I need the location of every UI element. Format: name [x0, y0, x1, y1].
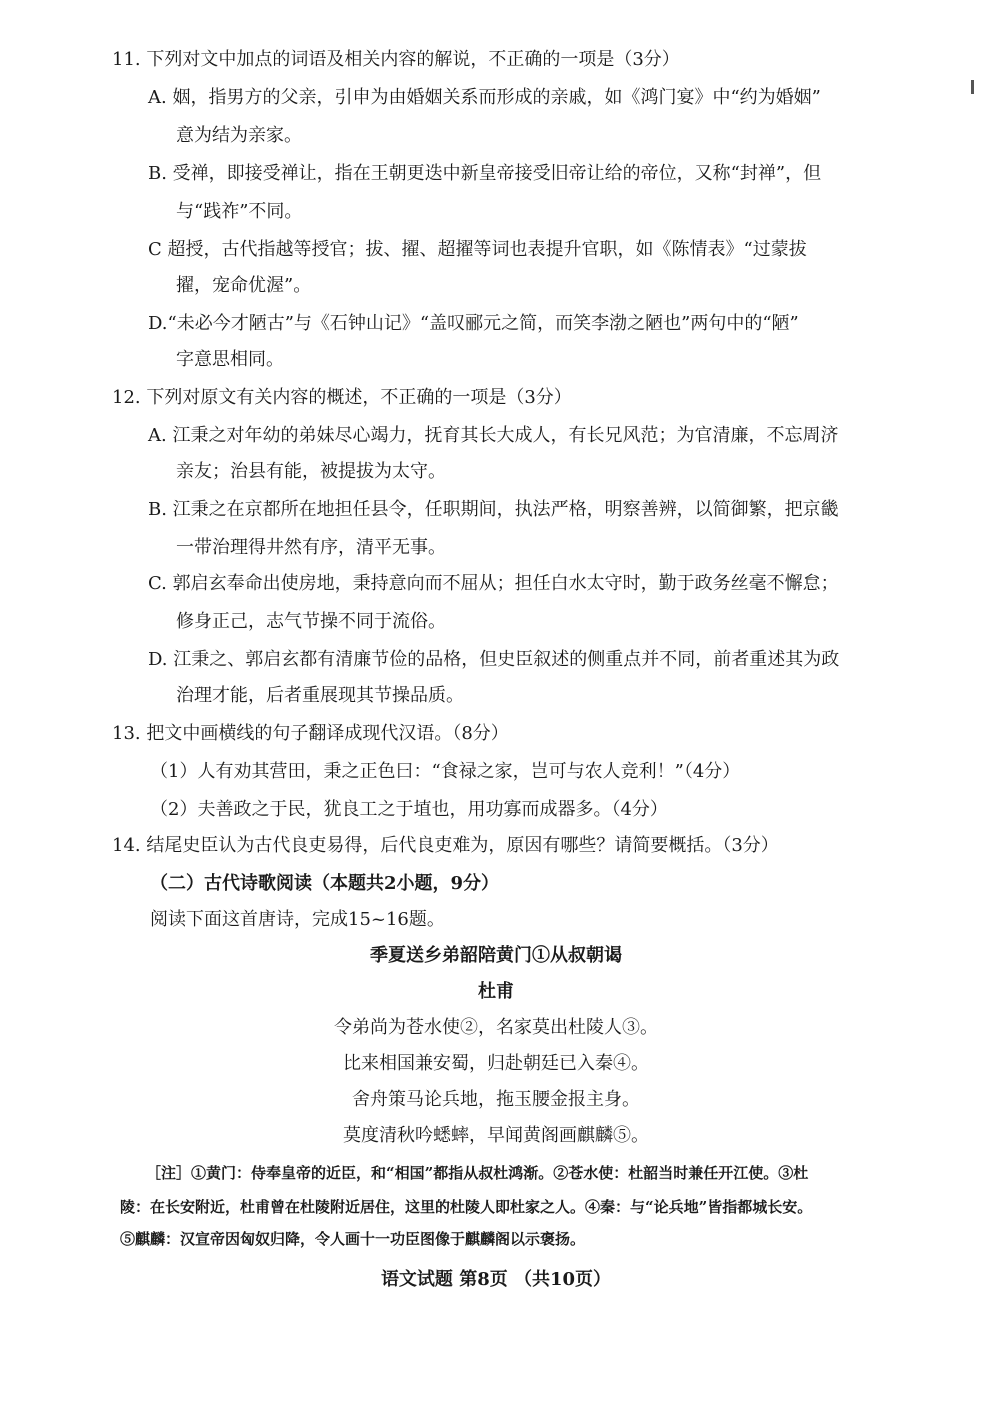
poem-title: 季夏送乡弟韶陪黄门①从叔朝谒	[370, 945, 622, 966]
q11-option-b: B. 受禅，即接受禅让，指在王朝更迭中新皇帝接受旧帝让给的帝位，又称“封禅”，但	[148, 163, 822, 184]
poem-note-line: 陵：在长安附近，杜甫曾在杜陵附近居住，这里的杜陵人即杜家之人。④秦：与“论兵地”皆指都城长安。	[120, 1198, 813, 1216]
q12-option-b: B. 江秉之在京都所在地担任县令，任职期间，执法严格，明察善辨，以简御繁，把京畿	[148, 499, 839, 520]
q11-option-c: C 超授，古代指越等授官；拔、擢、超擢等词也表提升官职，如《陈情表》“过蒙拔	[148, 239, 807, 260]
poem-line: 令弟尚为苍水使②，名家莫出杜陵人③。	[334, 1017, 658, 1038]
q14-stem: 14. 结尾史臣认为古代良吏易得，后代良吏难为，原因有哪些？请简要概括。（3分）	[112, 835, 779, 856]
poem-line: 舍舟策马论兵地，拖玉腰金报主身。	[352, 1089, 640, 1110]
section-heading: （二）古代诗歌阅读（本题共2小题，9分）	[150, 873, 500, 894]
poem-note-line: ⑤麒麟：汉宣帝因匈奴归降，令人画十一功臣图像于麒麟阁以示褒扬。	[120, 1230, 586, 1248]
q11-option-d-cont: 字意思相同。	[176, 349, 284, 370]
q12-option-a: A. 江秉之对年幼的弟妹尽心竭力，抚育其长大成人，有长兄风范；为官清廉，不忘周济	[148, 425, 839, 446]
q11-stem: 11. 下列对文中加点的词语及相关内容的解说，不正确的一项是（3分）	[112, 49, 680, 70]
q12-option-b-cont: 一带治理得井然有序，清平无事。	[176, 537, 446, 558]
scan-edge-mark	[971, 80, 974, 94]
q11-option-a-cont: 意为结为亲家。	[176, 125, 302, 146]
page-footer: 语文试题 第8页 （共10页）	[380, 1269, 612, 1290]
q13-sentence-1: （1）人有劝其营田，秉之正色曰：“食禄之家，岂可与农人竞利！”（4分）	[150, 761, 741, 782]
q13-sentence-2: （2）夫善政之于民，犹良工之于埴也，用功寡而成器多。（4分）	[150, 799, 668, 820]
poem-note-line: ［注］①黄门：侍奉皇帝的近臣，和“相国”都指从叔杜鸿渐。②苍水使：杜韶当时兼任开江使。③杜	[146, 1164, 809, 1182]
q11-option-a: A. 姻，指男方的父亲，引申为由婚姻关系而形成的亲戚，如《鸿门宴》中“约为婚姻”	[148, 87, 821, 108]
q12-option-d: D. 江秉之、郭启玄都有清廉节俭的品格，但史臣叙述的侧重点并不同，前者重述其为政	[148, 649, 840, 670]
q12-option-d-cont: 治理才能，后者重展现其节操品质。	[176, 685, 464, 706]
poem-author: 杜甫	[478, 981, 514, 1002]
q13-stem: 13. 把文中画横线的句子翻译成现代汉语。（8分）	[112, 723, 509, 744]
section-instruction: 阅读下面这首唐诗，完成15~16题。	[150, 909, 445, 930]
q12-option-a-cont: 亲友；治县有能，被提拔为太守。	[176, 461, 446, 482]
q11-option-d: D.“未必今才陋古”与《石钟山记》“盖叹郦元之简，而笑李渤之陋也”两句中的“陋”	[148, 313, 799, 334]
poem-line: 比来相国兼安蜀，归赴朝廷已入秦④。	[343, 1053, 649, 1074]
poem-line: 莫度清秋吟蟋蟀，早闻黄阁画麒麟⑤。	[343, 1125, 649, 1146]
q11-option-c-cont: 擢，宠命优渥”。	[176, 275, 312, 296]
q11-option-b-cont: 与“践祚”不同。	[176, 201, 303, 222]
q12-option-c: C. 郭启玄奉命出使房地，秉持意向而不屈从；担任白水太守时，勤于政务丝毫不懈怠；	[148, 573, 839, 594]
q12-stem: 12. 下列对原文有关内容的概述，不正确的一项是（3分）	[112, 387, 572, 408]
q12-option-c-cont: 修身正己，志气节操不同于流俗。	[176, 611, 446, 632]
